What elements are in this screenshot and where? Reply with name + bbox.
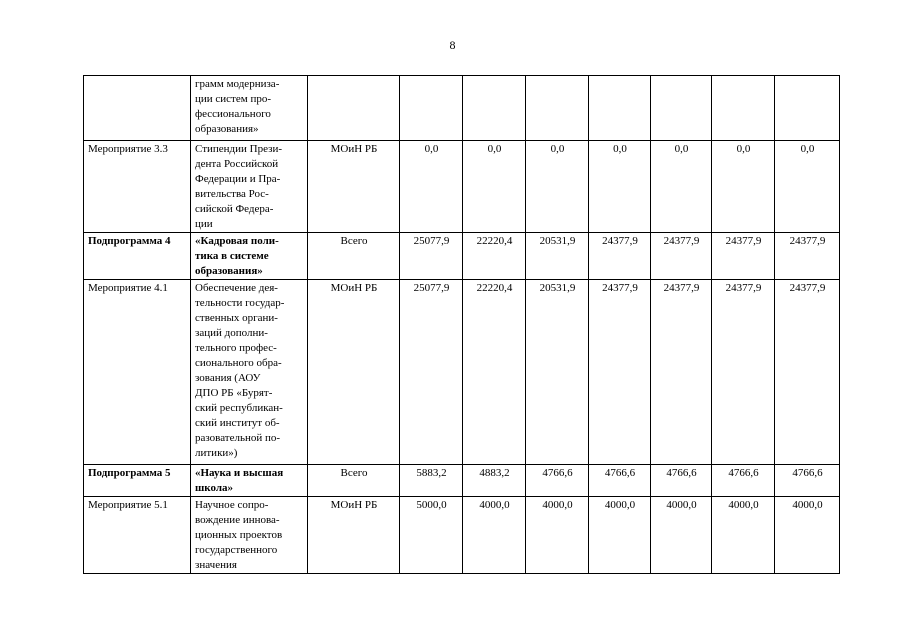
activity-name-line: сийской Федера- bbox=[195, 203, 274, 215]
year-value-cell: 4766,6 bbox=[526, 465, 589, 497]
budget-table bbox=[83, 75, 840, 574]
activity-name-line: школа» bbox=[195, 482, 234, 494]
activity-name-cell bbox=[191, 280, 308, 465]
year-value-cell: 22220,4 bbox=[463, 280, 526, 465]
year-value-cell: 4766,6 bbox=[712, 465, 775, 497]
table-row bbox=[84, 141, 840, 233]
year-value-cell bbox=[651, 76, 712, 141]
year-value-cell: 0,0 bbox=[400, 141, 463, 233]
executor-cell bbox=[308, 76, 400, 141]
executor-cell: МОиН РБ bbox=[308, 280, 400, 465]
executor-cell: МОиН РБ bbox=[308, 497, 400, 574]
year-value-cell: 5000,0 bbox=[400, 497, 463, 574]
table-row bbox=[84, 233, 840, 280]
activity-name-line: «Наука и высшая bbox=[195, 467, 284, 479]
table-row bbox=[84, 465, 840, 497]
year-value-cell: 0,0 bbox=[589, 141, 651, 233]
activity-name-cell bbox=[191, 465, 308, 497]
year-value-cell: 5883,2 bbox=[400, 465, 463, 497]
year-value-cell: 4883,2 bbox=[463, 465, 526, 497]
row-label-cell: Мероприятие 5.1 bbox=[84, 497, 191, 574]
year-value-cell: 4766,6 bbox=[775, 465, 840, 497]
activity-name-line: фессионального bbox=[195, 108, 271, 120]
activity-name-line: тика в системе bbox=[195, 250, 269, 262]
activity-name-line: Обеспечение дея- bbox=[195, 282, 278, 294]
year-value-cell: 4000,0 bbox=[775, 497, 840, 574]
activity-name-line: ственных органи- bbox=[195, 312, 278, 324]
activity-name-line: вождение иннова- bbox=[195, 514, 280, 526]
year-value-cell: 4000,0 bbox=[526, 497, 589, 574]
activity-name-line: образования» bbox=[195, 123, 259, 135]
year-value-cell: 4000,0 bbox=[651, 497, 712, 574]
activity-name-line: ционных проектов bbox=[195, 529, 283, 541]
table-body bbox=[84, 76, 840, 574]
activity-name-line: ский республикан- bbox=[195, 402, 283, 414]
activity-name-cell bbox=[191, 233, 308, 280]
activity-name-line: грамм модерниза- bbox=[195, 78, 280, 90]
activity-name-line: заций дополни- bbox=[195, 327, 268, 339]
year-value-cell: 4000,0 bbox=[712, 497, 775, 574]
activity-name-line: вительства Рос- bbox=[195, 188, 269, 200]
row-label-cell: Подпрограмма 4 bbox=[84, 233, 191, 280]
activity-name-line: ции bbox=[195, 218, 213, 230]
year-value-cell: 24377,9 bbox=[651, 280, 712, 465]
activity-name-line: образования» bbox=[195, 265, 263, 277]
activity-name-line: государственного bbox=[195, 544, 278, 556]
year-value-cell: 4766,6 bbox=[589, 465, 651, 497]
activity-name-line: тельного профес- bbox=[195, 342, 277, 354]
table-row bbox=[84, 280, 840, 465]
year-value-cell: 24377,9 bbox=[712, 280, 775, 465]
activity-name-line: тельности государ- bbox=[195, 297, 285, 309]
year-value-cell: 4000,0 bbox=[589, 497, 651, 574]
activity-name-line: ДПО РБ «Бурят- bbox=[195, 387, 273, 399]
year-value-cell: 24377,9 bbox=[775, 233, 840, 280]
year-value-cell: 24377,9 bbox=[651, 233, 712, 280]
year-value-cell bbox=[400, 76, 463, 141]
activity-name-line: ции систем про- bbox=[195, 93, 272, 105]
year-value-cell: 4766,6 bbox=[651, 465, 712, 497]
year-value-cell: 20531,9 bbox=[526, 280, 589, 465]
table-row bbox=[84, 76, 840, 141]
year-value-cell: 0,0 bbox=[775, 141, 840, 233]
year-value-cell: 4000,0 bbox=[463, 497, 526, 574]
activity-name-line: значения bbox=[195, 559, 237, 571]
year-value-cell: 22220,4 bbox=[463, 233, 526, 280]
activity-name-line: литики») bbox=[195, 447, 238, 459]
year-value-cell: 25077,9 bbox=[400, 233, 463, 280]
executor-cell: Всего bbox=[308, 465, 400, 497]
year-value-cell: 0,0 bbox=[651, 141, 712, 233]
row-label-cell: Мероприятие 3.3 bbox=[84, 141, 191, 233]
executor-cell: Всего bbox=[308, 233, 400, 280]
year-value-cell: 0,0 bbox=[712, 141, 775, 233]
year-value-cell bbox=[712, 76, 775, 141]
activity-name-line: Федерации и Пра- bbox=[195, 173, 281, 185]
row-label-cell: Мероприятие 4.1 bbox=[84, 280, 191, 465]
activity-name-line: зования (АОУ bbox=[195, 372, 261, 384]
row-label-cell bbox=[84, 76, 191, 141]
year-value-cell: 25077,9 bbox=[400, 280, 463, 465]
row-label-cell: Подпрограмма 5 bbox=[84, 465, 191, 497]
activity-name-cell bbox=[191, 76, 308, 141]
activity-name-cell bbox=[191, 497, 308, 574]
activity-name-line: дента Российской bbox=[195, 158, 279, 170]
activity-name-line: «Кадровая поли- bbox=[195, 235, 279, 247]
table-row bbox=[84, 497, 840, 574]
activity-name-cell bbox=[191, 141, 308, 233]
year-value-cell: 0,0 bbox=[463, 141, 526, 233]
year-value-cell bbox=[463, 76, 526, 141]
activity-name-line: разовательной по- bbox=[195, 432, 281, 444]
year-value-cell bbox=[775, 76, 840, 141]
activity-name-line: сионального обра- bbox=[195, 357, 282, 369]
year-value-cell bbox=[589, 76, 651, 141]
year-value-cell: 20531,9 bbox=[526, 233, 589, 280]
page-number: 8 bbox=[449, 38, 456, 52]
activity-name-line: ский институт об- bbox=[195, 417, 280, 429]
year-value-cell: 0,0 bbox=[526, 141, 589, 233]
activity-name-line: Научное сопро- bbox=[195, 499, 269, 511]
year-value-cell: 24377,9 bbox=[589, 233, 651, 280]
executor-cell: МОиН РБ bbox=[308, 141, 400, 233]
year-value-cell bbox=[526, 76, 589, 141]
year-value-cell: 24377,9 bbox=[775, 280, 840, 465]
year-value-cell: 24377,9 bbox=[589, 280, 651, 465]
activity-name-line: Стипендии Прези- bbox=[195, 143, 283, 155]
year-value-cell: 24377,9 bbox=[712, 233, 775, 280]
